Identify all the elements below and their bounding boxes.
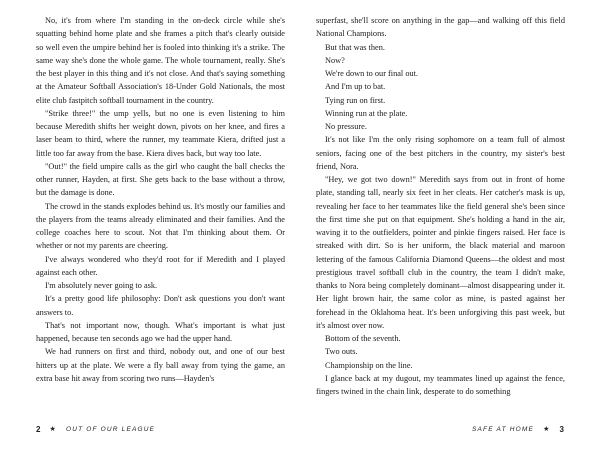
- paragraph: We had runners on first and third, nobody out, and one of our best hitters up at the plate. We were a fly ball away from tying the game, an extra base hit away from scoring two runs—Hayden's: [36, 347, 285, 383]
- paragraph: I'm absolutely never going to ask.: [45, 281, 158, 290]
- right-footer: [472, 422, 564, 436]
- paragraph: I've always wondered who they'd root for if Meredith and I played against each other.: [36, 254, 285, 277]
- running-head: OUT OF OUR LEAGUE: [65, 425, 156, 433]
- paragraph: Championship on the line.: [325, 360, 413, 370]
- paragraph: I glance back at my dugout, my teammates lined up against the fence, fingers twined in the chain link, desperate to do something: [316, 373, 565, 396]
- paragraph: Two outs.: [325, 347, 358, 357]
- paragraph: Bottom of the seventh.: [325, 334, 401, 343]
- paragraph: But that was then.: [325, 42, 385, 52]
- paragraph: And I'm up to bat.: [325, 82, 386, 92]
- page-number: 3: [559, 424, 564, 434]
- paragraph: It's a pretty good life philosophy: Don't ask questions you don't want answers to.: [36, 294, 285, 317]
- paragraph: "Strike three!" the ump yells, but no one is even listening to him because Meredith shifts her weight down, pivots on her knee, and fires a laser beam to third, where the runner, my teammate Kiera, drifted just a little too far away from the base. Kiera dives back, but way too late.: [36, 108, 285, 158]
- running-head: SAFE AT HOME: [471, 425, 535, 433]
- paragraph: "Out!" the field umpire calls as the girl who caught the ball checks the other runner, Hayden, at first. She gets back to the base without a throw, but the damage is done.: [36, 161, 285, 198]
- paragraph: No, it's from where I'm standing in the on-deck circle while she's squatting behind home plate and she frames a pitch that's clearly outside so well even the umpire behind her is fooled into thinking it's a strike. The same way she's done the whole game. The whole tournament, really. She's the best player in this thing and it's not close. And that's saying something at the Amateur Softball Association's 18-Under Gold Nationals, the most elite club fastpitch softball tournament in the country.: [36, 16, 285, 105]
- paragraph: The crowd in the stands explodes behind us. It's mostly our families and the players from the teams already eliminated and their families. And the college coaches here to scout. Not that I'm thinking about them. Or whether or not my parents are cheering.: [36, 201, 285, 251]
- paragraph: Now?: [325, 55, 345, 65]
- page-number: 2: [36, 424, 41, 434]
- paragraph: That's not important now, though. What's important is what just happened, because ten seconds ago we had the upper hand.: [36, 320, 285, 343]
- paragraph: We're down to our final out.: [325, 69, 418, 78]
- left-page: [36, 14, 285, 385]
- paragraph: Winning run at the plate.: [325, 108, 408, 118]
- continued-paragraph: superfast, she'll score on anything in the gap—and walking off this field National Champions.: [316, 16, 565, 39]
- paragraph: No pressure.: [325, 122, 367, 131]
- paragraph: Tying run on first.: [325, 95, 386, 105]
- star-icon: ★: [543, 426, 551, 433]
- star-icon: ★: [49, 426, 57, 433]
- right-page: [316, 14, 565, 398]
- left-footer: [36, 422, 155, 436]
- paragraph: It's not like I'm the only rising sophomore on a team full of almost seniors, facing one of the best pitchers in the country, my sister's best friend, Nora.: [316, 135, 565, 171]
- paragraph: "Hey, we got two down!" Meredith says from out in front of home plate, standing tall, nearly six feet in her cleats. Her catcher's mask is up, revealing her face to her teammates like the field general she's been since the first time she put on that equipment. She's holding a hand in the air, waving it to the outfielders, pointer and pinkie fingers raised. Her face is streaked with dirt. So is her uniform, the black material and maroon lettering of the famous California Diamond Queens—the oldest and most prestigious travel softball club in the country, the team I didn't make, thanks to Nora being completely dominant—almost disappearing under it. Her light brown hair, the same color as mine, is pasted against her forehead in the Oklahoma heat. It's been unforgiving this past week, but it's almost over now.: [316, 175, 565, 330]
